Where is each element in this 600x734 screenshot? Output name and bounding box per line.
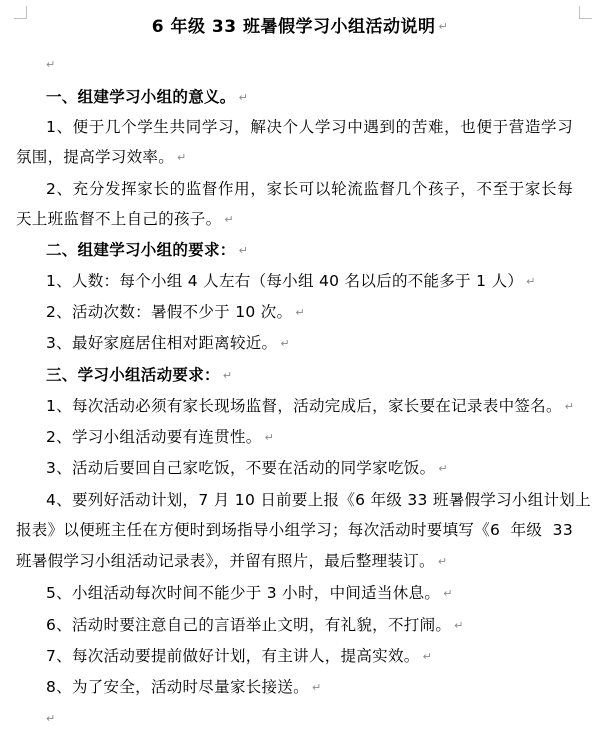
paragraph-mark-icon: ↵: [564, 399, 575, 413]
requirements-item-1[interactable]: 1、人数：每个小组 4 人左右（每小组 40 名以后的不能多于 1 人） ↵: [0, 268, 600, 294]
purpose-item-2-line-1[interactable]: 2、充分发挥家长的监督作用，家长可以轮流监督几个孩子，不至于家长每: [46, 180, 573, 198]
paragraph-mark-icon: ↵: [280, 336, 290, 350]
purpose-item-1-line-2[interactable]: 氛围，提高学习效率。 ↵: [0, 144, 600, 170]
document-title[interactable]: 6 年级 33 班暑假学习小组活动说明 ↵: [0, 14, 600, 40]
paragraph-mark-icon: ↵: [264, 430, 275, 444]
activity-item-4-line-2[interactable]: 报表》以便班主任在方便时到场指导小组学习；每次活动时要填写《6 年级 33: [16, 521, 573, 539]
purpose-item-2-line-2[interactable]: 天上班监督不上自己的孩子。 ↵: [0, 206, 600, 232]
paragraph-mark-icon: ↵: [438, 461, 448, 475]
purpose-item-1-line-1[interactable]: 1、便于几个学生共同学习，解决个人学习中遇到的苦难，也便于营造学习: [46, 118, 573, 136]
activity-item-4-line-3[interactable]: 班暑假学习小组活动记录表》，并留有照片，最后整理装订。 ↵: [0, 548, 600, 574]
paragraph-mark-icon: ↵: [438, 20, 449, 33]
section-heading-activity[interactable]: 三、学习小组活动要求： ↵: [0, 362, 600, 388]
paragraph-mark-icon: ↵: [443, 586, 453, 600]
paragraph-mark-icon: ↵: [177, 150, 187, 164]
paragraph-mark-icon: ↵: [295, 305, 305, 319]
paragraph-mark-icon: ↵: [454, 618, 464, 632]
section-heading-requirements[interactable]: 二、组建学习小组的要求： ↵: [0, 237, 600, 263]
activity-item-4-line-1[interactable]: 4、要列好活动计划，7 月 10 日前要上报《6 年级 33 班暑假学习小组计划上: [46, 491, 591, 509]
activity-item-1[interactable]: 1、每次活动必须有家长现场监督，活动完成后，家长要在记录表中签名。 ↵: [0, 393, 600, 419]
paragraph-mark-icon: ↵: [526, 274, 536, 288]
activity-item-6[interactable]: 6、活动时要注意自己的言语举止文明，有礼貌，不打闹。 ↵: [0, 612, 600, 638]
paragraph-mark-icon: ↵: [437, 554, 448, 568]
paragraph-mark-icon: ↵: [238, 243, 249, 257]
activity-item-5[interactable]: 5、小组活动每次时间不能少于 3 小时，中间适当休息。 ↵: [0, 580, 600, 606]
paragraph-mark-icon: ↵: [222, 368, 233, 382]
paragraph-mark-icon: ↵: [46, 711, 56, 725]
paragraph-mark-icon: ↵: [422, 649, 433, 663]
requirements-item-3[interactable]: 3、最好家庭居住相对距离较近。 ↵: [0, 330, 600, 356]
paragraph-mark-icon: ↵: [46, 57, 56, 71]
empty-paragraph[interactable]: [0, 705, 600, 731]
activity-item-3[interactable]: 3、活动后要回自己家吃饭，不要在活动的同学家吃饭。 ↵: [0, 455, 600, 481]
paragraph-mark-icon: ↵: [238, 90, 249, 104]
requirements-item-2[interactable]: 2、活动次数：暑假不少于 10 次。 ↵: [0, 299, 600, 325]
activity-item-7[interactable]: 7、每次活动要提前做好计划，有主讲人，提高实效。 ↵: [0, 643, 600, 669]
section-heading-purpose[interactable]: 一、组建学习小组的意义。 ↵: [0, 84, 600, 110]
paragraph-mark-icon: ↵: [311, 680, 322, 694]
activity-item-2[interactable]: 2、学习小组活动要有连贯性。 ↵: [0, 424, 600, 450]
activity-item-8[interactable]: 8、为了安全，活动时尽量家长接送。 ↵: [0, 674, 600, 700]
empty-paragraph[interactable]: [0, 51, 600, 77]
paragraph-mark-icon: ↵: [224, 212, 234, 226]
